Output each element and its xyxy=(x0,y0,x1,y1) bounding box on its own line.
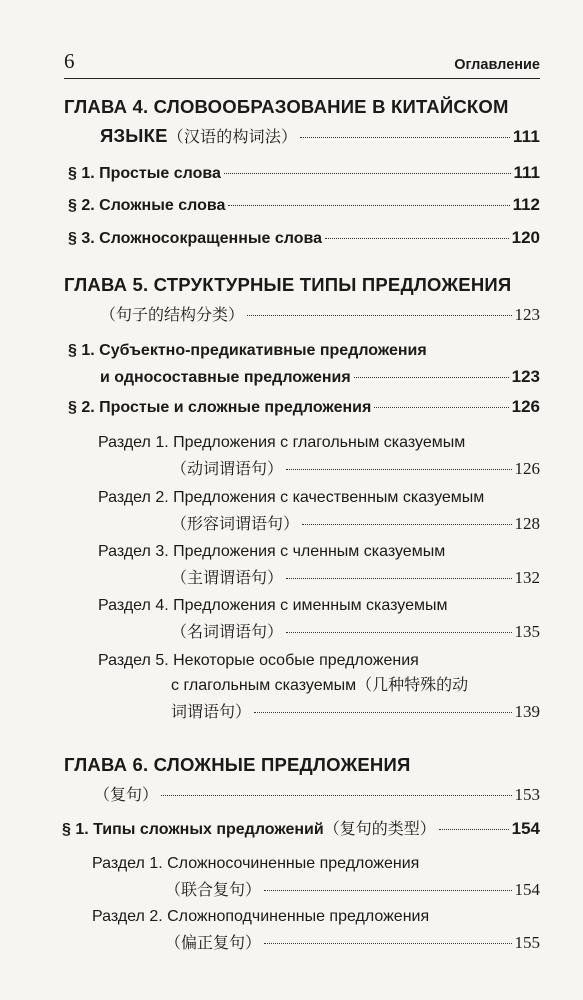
page-ref: 123 xyxy=(514,305,540,324)
chapter-4-title-line2[interactable]: ЯЗЫКЕ （汉语的构词法） 111 xyxy=(100,122,540,150)
ch5-section-1-line1[interactable]: § 1. Субъектно-предикативные предложения xyxy=(68,342,427,359)
page-ref: 126 xyxy=(514,459,540,478)
ch5-subsection-3-line1[interactable]: Раздел 3. Предложения с членным сказуемым xyxy=(98,543,446,560)
chapter-6-chinese-title: （复句） xyxy=(94,785,159,804)
page-ref: 120 xyxy=(511,228,540,247)
ch6-subsection-1-line2[interactable]: （联合复句） 154 xyxy=(165,876,540,904)
page-ref: 111 xyxy=(512,127,540,146)
leader-dots xyxy=(354,377,509,378)
leader-dots xyxy=(286,578,511,579)
ch4-section-1[interactable]: § 1. Простые слова 111 xyxy=(68,159,540,187)
leader-dots xyxy=(302,524,511,525)
leader-dots xyxy=(224,173,511,174)
page-header xyxy=(64,48,540,79)
running-title: Оглавление xyxy=(454,57,540,73)
chapter-4-chinese-title: （汉语的构词法） xyxy=(167,127,298,146)
ch5-section-1-line2[interactable]: и односоставные предложения 123 xyxy=(100,363,540,391)
chapter-5-chinese-line[interactable] xyxy=(100,301,540,329)
leader-dots xyxy=(254,712,511,713)
ch6-subsection-1-line1[interactable]: Раздел 1. Сложносочиненные предложения xyxy=(92,855,420,872)
leader-dots xyxy=(264,943,511,944)
chapter-5-title[interactable]: ГЛАВА 5. СТРУКТУРНЫЕ ТИПЫ ПРЕДЛОЖЕНИЯ xyxy=(64,274,512,295)
page-ref: 111 xyxy=(513,163,540,182)
leader-dots xyxy=(228,205,509,206)
ch5-subsection-1-line2[interactable]: （动词谓语句） 126 xyxy=(171,455,540,483)
ch5-subsection-2-line1[interactable]: Раздел 2. Предложения с качественным сказуемым xyxy=(98,489,485,506)
ch5-subsection-3-line2[interactable]: （主谓谓语句） 132 xyxy=(171,564,540,592)
ch6-subsection-2-line2[interactable]: （偏正复句） 155 xyxy=(165,929,540,957)
leader-dots xyxy=(286,469,511,470)
leader-dots xyxy=(161,795,511,796)
ch5-section-2[interactable]: § 2. Простые и сложные предложения 126 xyxy=(68,393,540,421)
ch5-subsection-5-line2[interactable]: с глагольным сказуемым（几种特殊的动 xyxy=(171,677,469,694)
ch5-subsection-5-line1[interactable]: Раздел 5. Некоторые особые предложения xyxy=(98,652,419,669)
ch4-section-2[interactable]: § 2. Сложные слова 112 xyxy=(68,191,540,219)
chapter-6-chinese-line[interactable] xyxy=(94,781,540,809)
toc-page xyxy=(62,48,540,952)
chapter-4-title-line1[interactable]: ГЛАВА 4. СЛОВООБРАЗОВАНИЕ В КИТАЙСКОМ xyxy=(64,96,509,117)
leader-dots xyxy=(247,315,511,316)
page-ref: 126 xyxy=(511,397,540,416)
page-ref: 139 xyxy=(514,702,540,721)
page-ref: 132 xyxy=(514,568,540,587)
leader-dots xyxy=(264,890,511,891)
page-ref: 153 xyxy=(514,785,540,804)
page-ref: 135 xyxy=(514,622,540,641)
page-ref: 154 xyxy=(511,819,540,838)
page-ref: 155 xyxy=(514,933,540,952)
leader-dots xyxy=(439,829,509,830)
ch4-section-3[interactable]: § 3. Сложносокращенные слова 120 xyxy=(68,224,540,252)
ch5-subsection-1-line1[interactable]: Раздел 1. Предложения с глагольным сказуемым xyxy=(98,434,466,451)
leader-dots xyxy=(300,137,510,138)
ch5-subsection-4-line2[interactable]: （名词谓语句） 135 xyxy=(171,618,540,646)
chapter-6-title[interactable]: ГЛАВА 6. СЛОЖНЫЕ ПРЕДЛОЖЕНИЯ xyxy=(64,754,411,775)
ch6-subsection-2-line1[interactable]: Раздел 2. Сложноподчиненные предложения xyxy=(92,908,430,925)
page-ref: 123 xyxy=(511,367,540,386)
leader-dots xyxy=(286,632,511,633)
ch5-subsection-5-line3[interactable]: 词谓语句） 139 xyxy=(171,698,540,726)
chapter-5-chinese-title: （句子的结构分类） xyxy=(100,305,245,324)
ch5-subsection-4-line1[interactable]: Раздел 4. Предложения с именным сказуемым xyxy=(98,597,448,614)
ch5-subsection-2-line2[interactable]: （形容词谓语句） 128 xyxy=(171,510,540,538)
page-ref: 112 xyxy=(512,195,540,214)
ch6-section-1[interactable]: § 1. Типы сложных предложений （复句的类型） 154 xyxy=(62,815,540,843)
leader-dots xyxy=(325,238,509,239)
page-ref: 154 xyxy=(514,880,540,899)
page-ref: 128 xyxy=(514,514,540,533)
leader-dots xyxy=(374,407,508,408)
page-number: 6 xyxy=(64,49,75,73)
